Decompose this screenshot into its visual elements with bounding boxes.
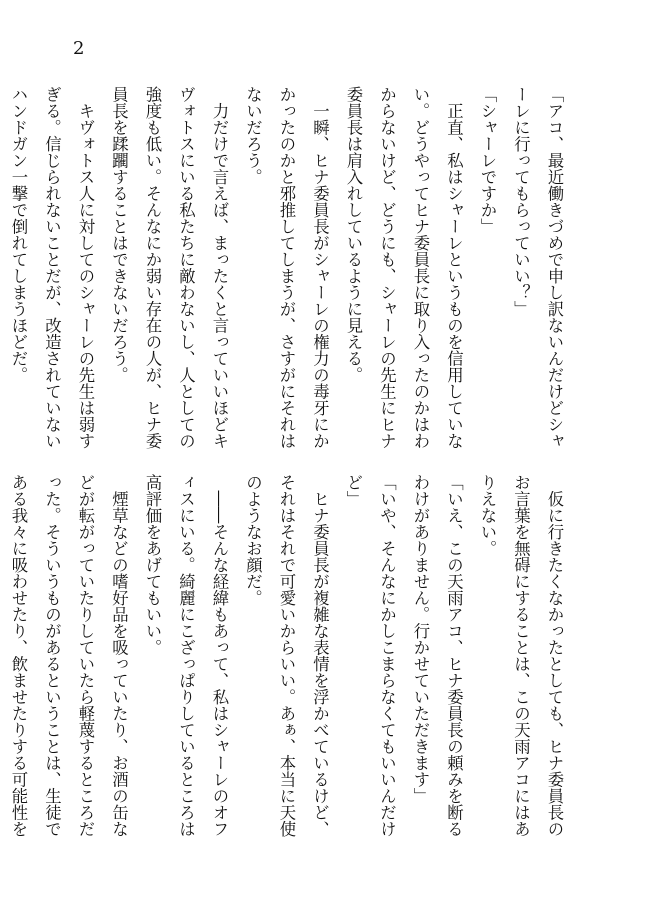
text-block-bottom — [9, 474, 571, 844]
text-block-top — [9, 86, 571, 456]
paragraph: 仮に行きたくなかったとしても、ヒナ委員長のお言葉を無碍にすることは、この天雨アコにはありえない。 — [478, 474, 564, 837]
paragraph: 煙草などの嗜好品を吸っていたり、お酒の缶などが転がっていたりしていたら軽蔑するところだった。そういうものがあるということは、生徒である我々に吸わせたり、飲ませたりする可能性を — [9, 474, 129, 837]
paragraph: ヒナ委員長が複雑な表情を浮かべているけど、それはそれで可愛いからいい。あぁ、本当に天使のようなお顔だ。 — [243, 474, 330, 837]
paragraph: 「いえ、この天雨アコ、ヒナ委員長の頼みを断るわけがありません。行かせていただきます」 — [411, 474, 464, 837]
paragraph: 「いや、そんなにかしこまらなくてもいいんだけど」 — [344, 474, 397, 837]
page-number: 2 — [73, 38, 85, 59]
paragraph: 一瞬、ヒナ委員長がシャーレの権力の毒牙にかかったのかと邪推してしまうが、さすがにそれはないだろう。 — [243, 86, 330, 449]
paragraph: 正直、私はシャーレというものを信用していない。どうやってヒナ委員長に取り入ったのかはわからないけど、どうにも、シャーレの先生にヒナ委員長は肩入れしているように見える。 — [344, 86, 464, 449]
paragraph: キヴォトス人に対してのシャーレの先生は弱すぎる。信じられないことだが、改造されていないハンドガン一撃で倒れてしまうほどだ。 — [9, 86, 95, 449]
paragraph: 力だけで言えば、まったくと言っていいほどキヴォトスにいる私たちに敵わないし、人としての強度も低い。そんなにか弱い存在の人が、ヒナ委員長を蹂躙することはできないだろう。 — [109, 86, 229, 449]
paragraph: 「アコ、最近働きづめで申し訳ないんだけどシャーレに行ってもらっていい？」 — [511, 86, 564, 449]
paragraph: ――そんな経緯もあって、私はシャーレのオフィスにいる。綺麗にこざっぱりしているところは高評価をあげてもいい。 — [143, 474, 229, 837]
paragraph: 「シャーレですか」 — [478, 86, 497, 235]
paragraph — [0, 86, 2, 456]
